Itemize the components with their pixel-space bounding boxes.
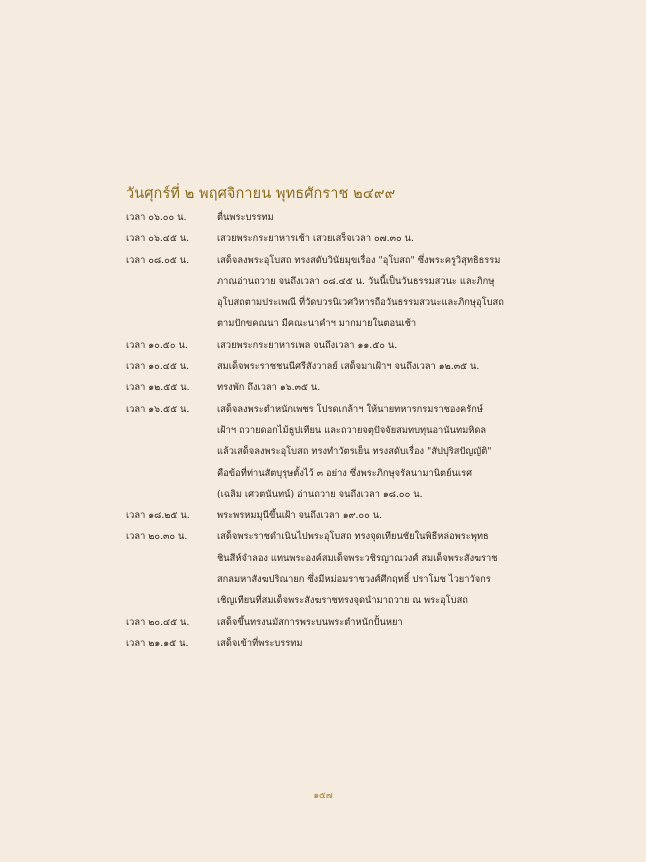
entry-description [217, 335, 536, 356]
entry-description [217, 377, 536, 398]
entry-time: เวลา ๒๐.๔๕ น. [126, 616, 190, 628]
description-line: เสด็จลงพระตำหนักเพชร โปรดเกล้าฯ ให้นายทหารกรมราชองครักษ์ [217, 403, 483, 415]
description-line: เสด็จลงพระอุโบสถ ทรงสดับวินัยมุขเรื่อง "อุโบสถ" ซึ่งพระครูวิสุทธิธรรม [217, 254, 501, 266]
schedule-entry [126, 250, 536, 335]
description-line: เฝ้าฯ ถวายดอกไม้ธูปเทียน และถวายจตุปัจจัยสมทบทุนอานันทมหิดล [217, 424, 487, 436]
schedule-entry [126, 526, 536, 611]
schedule-entry [126, 207, 536, 228]
schedule-entry [126, 228, 536, 249]
description-line: ทรงพัก ถึงเวลา ๑๖.๓๕ น. [217, 382, 321, 394]
description-line: พระพรหมมุนีขึ้นเฝ้า จนถึงเวลา ๑๙.๐๐ น. [217, 510, 383, 522]
entry-time: เวลา ๒๑.๑๕ น. [126, 637, 189, 649]
description-line: เชิญเทียนที่สมเด็จพระสังฆราชทรงจุดนำมาถวาย ณ พระอุโบสถ [217, 595, 468, 607]
entry-description [217, 250, 536, 335]
entry-time: เวลา ๐๖.๐๐ น. [126, 212, 187, 223]
entry-description [217, 633, 536, 654]
schedule-list [126, 207, 536, 654]
description-line: เสวยพระกระยาหารเพล จนถึงเวลา ๑๑.๕๐ น. [217, 339, 398, 351]
schedule-entry [126, 399, 536, 505]
page-number: ๑๕๗ [313, 791, 333, 801]
description-line: เสวยพระกระยาหารเช้า เสวยเสร็จเวลา ๐๗.๓๐ น. [217, 233, 414, 245]
description-line: ภาณอ่านถวาย จนถึงเวลา ๐๘.๔๕ น. วันนี้เป็นวันธรรมสวนะ และภิกษุ [217, 275, 495, 287]
entry-time: เวลา ๒๐.๓๐ น. [126, 531, 188, 543]
description-line: ตื่นพระบรรทม [217, 212, 274, 223]
schedule-entry [126, 356, 536, 377]
entry-time: เวลา ๑๘.๒๕ น. [126, 510, 190, 522]
schedule-entry [126, 633, 536, 654]
description-line: แล้วเสด็จลงพระอุโบสถ ทรงทำวัตรเย็น ทรงสดับเรื่อง "สัปปุริสปัญญัติ" [217, 446, 492, 458]
description-line: ชินสีห์จำลอง แทนพระองค์สมเด็จพระวชิรญาณวงศ์ สมเด็จพระสังฆราช [217, 552, 498, 564]
description-line: คือข้อที่ท่านสัตบุรุษตั้งไว้ ๓ อย่าง ซึ่งพระภิกษุจรัลนามานิตย์นเรศ [217, 467, 472, 479]
entry-time: เวลา ๐๘.๐๕ น. [126, 254, 190, 266]
entry-description [217, 526, 536, 611]
schedule-entry [126, 335, 536, 356]
schedule-entry [126, 505, 536, 526]
entry-time: เวลา ๑๒.๕๕ น. [126, 382, 190, 394]
entry-description [217, 228, 536, 249]
description-line: สมเด็จพระราชชนนีศรีสังวาลย์ เสด็จมาเฝ้าฯ จนถึงเวลา ๑๒.๓๕ น. [217, 361, 480, 373]
description-line: อุโบสถตามประเพณี ที่วัดบวรนิเวศวิหารถือวันธรรมสวนะและภิกษุอุโบสถ [217, 297, 504, 309]
entry-description [217, 399, 536, 505]
entry-description [217, 356, 536, 377]
description-line: ตามปักขคณนา มีคณะนาคำฯ มากมายในตอนเช้า [217, 318, 417, 330]
entry-description [217, 505, 536, 526]
entry-description [217, 207, 536, 228]
description-line: เสด็จขึ้นทรงนมัสการพระบนพระตำหนักปั้นหยา [217, 616, 403, 628]
entry-time: เวลา ๐๖.๔๕ น. [126, 233, 190, 245]
entry-time: เวลา ๑๐.๕๐ น. [126, 339, 188, 351]
entry-time: เวลา ๑๐.๔๕ น. [126, 361, 190, 373]
description-line: (เฉลิม เศวตนันทน์) อ่านถวาย จนถึงเวลา ๑๘.๐๐ น. [217, 488, 423, 500]
page-heading: วันศุกร์ที่ ๒ พฤศจิกายน พุทธศักราช ๒๔๙๙ [126, 186, 396, 202]
entry-time: เวลา ๑๖.๕๕ น. [126, 403, 190, 415]
description-line: สกลมหาสังฆปริณายก ซึ่งมีหม่อมราชวงศ์ศึกฤทธิ์ ปราโมช ไวยาวัจกร [217, 574, 491, 586]
description-line: เสด็จเข้าที่พระบรรทม [217, 637, 303, 649]
description-line: เสด็จพระราชดำเนินไปพระอุโบสถ ทรงจุดเทียนชัยในพิธีหล่อพระพุทธ [217, 531, 489, 543]
schedule-entry [126, 377, 536, 398]
schedule-entry [126, 612, 536, 633]
entry-description [217, 612, 536, 633]
